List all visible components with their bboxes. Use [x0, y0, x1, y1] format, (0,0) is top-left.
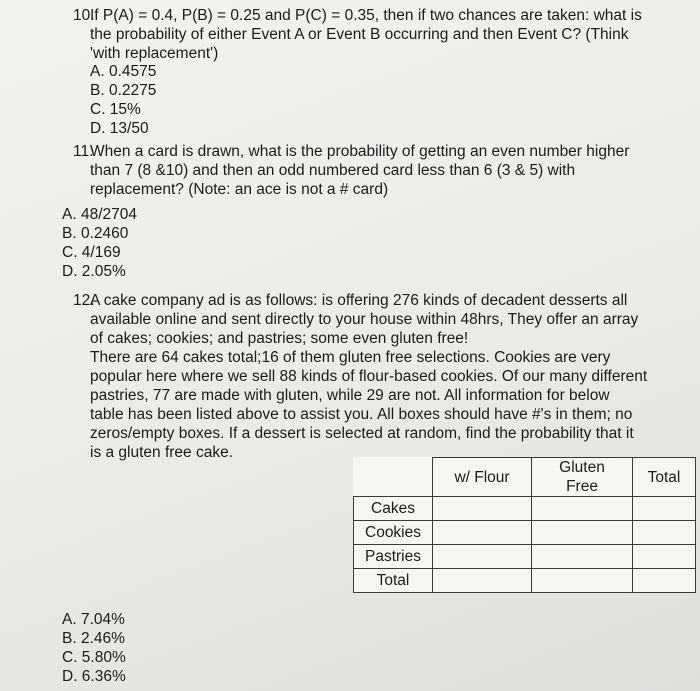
question-number: 11. [73, 143, 94, 160]
question-10 [73, 6, 693, 137]
stem-line: available online and sent directly to your house within 48hrs, They offer an array [90, 311, 639, 328]
stem-line: popular here where we sell 88 kinds of flour-based cookies. Of our many different [90, 368, 648, 385]
table-cell[interactable] [532, 521, 633, 545]
stem-line: replacement? (Note: an ace is not a # card) [90, 181, 389, 198]
row-label-pastries: Pastries [354, 545, 433, 569]
stem-line: the probability of either Event A or Event B occurring and then Event C? (Think [90, 26, 629, 43]
table-cell[interactable] [633, 545, 696, 569]
stem-line: When a card is drawn, what is the probability of getting an even number higher [90, 143, 630, 160]
answer-option[interactable]: D. 6.36% [62, 668, 126, 685]
stem-line: pastries, 77 are made with gluten, while 29 are not. All information for below [90, 387, 610, 404]
answer-option[interactable]: A. 48/2704 [62, 206, 137, 223]
stem-line: table has been listed above to assist you. All boxes should have #'s in them; no [90, 406, 633, 423]
table-cell[interactable] [433, 545, 532, 569]
question-stem [90, 142, 629, 199]
stem-line: of cakes; cookies; and pastries; some even gluten free! [90, 330, 469, 347]
answer-option[interactable]: A. 0.4575 [90, 63, 157, 80]
dessert-table [353, 457, 696, 593]
table-corner [354, 458, 433, 497]
question-12 [73, 291, 698, 471]
question-stem [90, 291, 647, 462]
row-label-cookies: Cookies [354, 521, 433, 545]
stem-line: than 7 (8 &10) and then an odd numbered card less than 6 (3 & 5) with [90, 162, 576, 179]
table-cell[interactable] [433, 497, 532, 521]
row-label-cakes: Cakes [354, 497, 433, 521]
answer-option[interactable]: C. 5.80% [62, 649, 126, 666]
table-header-row [354, 458, 696, 497]
answer-option[interactable]: A. 7.04% [62, 611, 125, 628]
question-12-options [62, 610, 262, 690]
stem-line: zeros/empty boxes. If a dessert is selected at random, find the probability that it [90, 425, 634, 442]
table-cell[interactable] [532, 569, 633, 593]
stem-line: If P(A) = 0.4, P(B) = 0.25 and P(C) = 0.35, then if two chances are taken: what is [90, 7, 642, 24]
table-cell[interactable] [433, 521, 532, 545]
question-number: 12. [73, 292, 95, 309]
table-cell[interactable] [532, 497, 633, 521]
answer-option[interactable]: B. 2.46% [62, 630, 125, 647]
answer-option[interactable]: C. 15% [90, 101, 141, 118]
header-gluten-free: Gluten Free [532, 458, 633, 497]
table-row [354, 497, 696, 521]
table-row [354, 521, 696, 545]
table-cell[interactable] [532, 545, 633, 569]
table-cell[interactable] [633, 521, 696, 545]
question-stem [90, 6, 642, 63]
header-w-flour: w/ Flour [433, 458, 532, 497]
table-row [354, 545, 696, 569]
table-cell[interactable] [633, 497, 696, 521]
table-cell[interactable] [633, 569, 696, 593]
answer-option[interactable]: B. 0.2460 [62, 225, 129, 242]
stem-line: is a gluten free cake. [90, 444, 234, 461]
stem-line: There are 64 cakes total;16 of them gluten free selections. Cookies are very [90, 349, 611, 366]
table-cell[interactable] [433, 569, 532, 593]
answer-option[interactable]: D. 13/50 [90, 120, 149, 137]
row-label-total: Total [354, 569, 433, 593]
header-total: Total [633, 458, 696, 497]
question-number: 10. [73, 7, 95, 24]
stem-line: A cake company ad is as follows: is offering 276 kinds of decadent desserts all [90, 292, 628, 309]
answer-option[interactable]: B. 0.2275 [90, 82, 157, 99]
question-11 [62, 142, 693, 282]
stem-line: 'with replacement') [90, 45, 219, 62]
answer-option[interactable]: C. 4/169 [62, 244, 121, 261]
table-row [354, 569, 696, 593]
answer-option[interactable]: D. 2.05% [62, 263, 126, 280]
